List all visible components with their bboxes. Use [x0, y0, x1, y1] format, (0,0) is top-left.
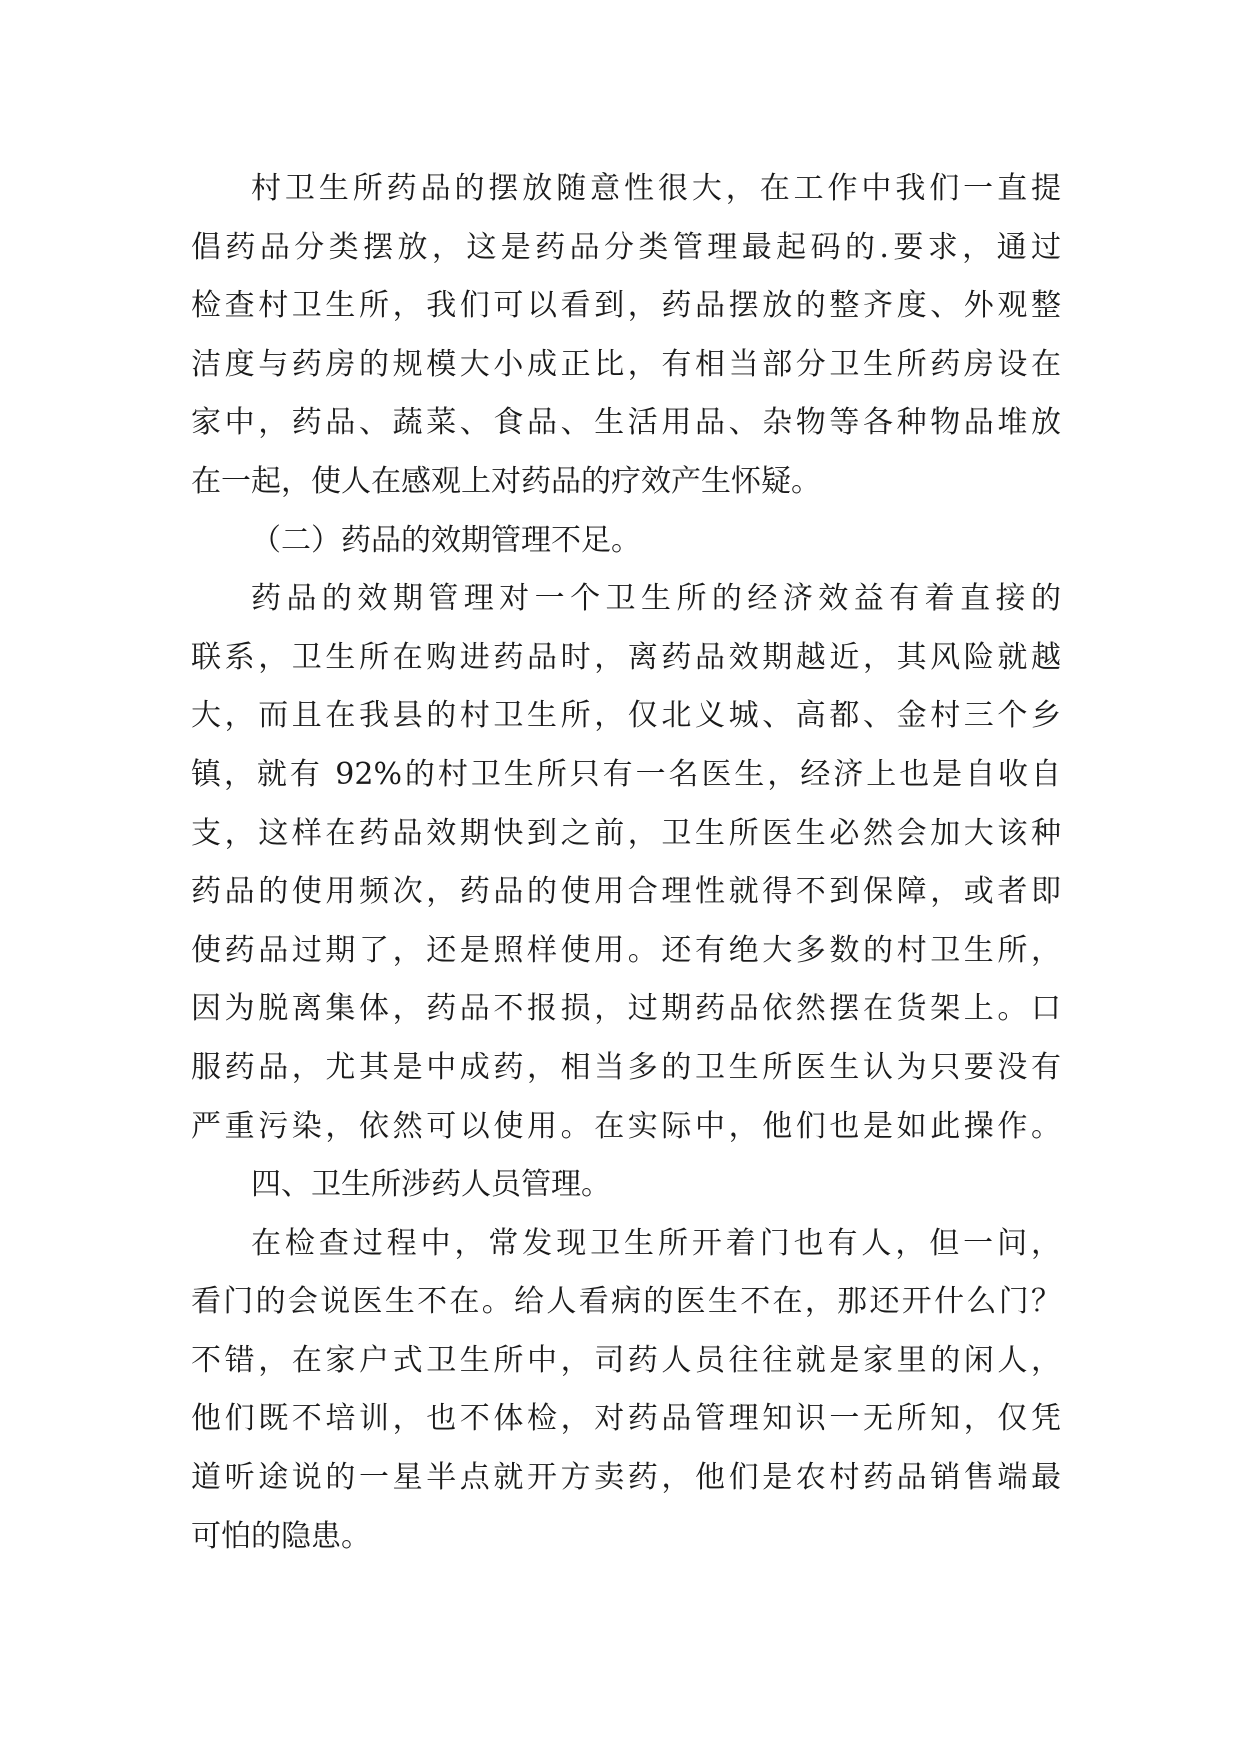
text-line: 看门的会说医生不在。给人看病的医生不在，那还开什么门？	[191, 1284, 1061, 1320]
text-line: 村卫生所药品的摆放随意性很大，在工作中我们一直提	[251, 171, 1061, 206]
text-line: 道听途说的一星半点就开方卖药，他们是农村药品销售端最	[191, 1460, 1061, 1496]
text-line: 支，这样在药品效期快到之前，卫生所医生必然会加大该种	[191, 815, 1061, 851]
text-line: 可怕的隐患。	[191, 1518, 371, 1554]
text-line: 洁度与药房的规模大小成正比，有相当部分卫生所药房设在	[191, 346, 1061, 382]
text-line: 因为脱离集体，药品不报损，过期药品依然摆在货架上。口	[191, 991, 1061, 1027]
text-line: 药品的使用频次，药品的使用合理性就得不到保障，或者即	[191, 874, 1061, 910]
text-line: 家中，药品、蔬菜、食品、生活用品、杂物等各种物品堆放	[191, 405, 1061, 441]
text-line: 不错，在家户式卫生所中，司药人员往往就是家里的闲人，	[191, 1342, 1061, 1378]
text-line: 使药品过期了，还是照样使用。还有绝大多数的村卫生所，	[191, 932, 1061, 968]
text-line: 在检查过程中，常发现卫生所开着门也有人，但一问，	[251, 1225, 1061, 1261]
document-body	[191, 160, 1061, 1566]
text-line: 镇，就有 92%的村卫生所只有一名医生，经济上也是自收自	[191, 756, 1061, 792]
text-line: 倡药品分类摆放，这是药品分类管理最起码的.要求，通过	[191, 229, 1061, 265]
text-line: 他们既不培训，也不体检，对药品管理知识一无所知，仅凭	[191, 1401, 1061, 1437]
text-line: 服药品，尤其是中成药，相当多的卫生所医生认为只要没有	[191, 1049, 1061, 1085]
text-line: 药品的效期管理对一个卫生所的经济效益有着直接的	[251, 581, 1061, 617]
text-line: 联系，卫生所在购进药品时，离药品效期越近，其风险就越	[191, 639, 1061, 675]
text-line: 大，而且在我县的村卫生所，仅北义城、高都、金村三个乡	[191, 698, 1061, 734]
text-line: 四、卫生所涉药人员管理。	[251, 1167, 611, 1203]
text-line: 检查村卫生所，我们可以看到，药品摆放的整齐度、外观整	[191, 288, 1061, 324]
text-line: 严重污染，依然可以使用。在实际中，他们也是如此操作。	[191, 1108, 1061, 1144]
text-line: （二）药品的效期管理不足。	[251, 522, 641, 558]
text-line: 在一起，使人在感观上对药品的疗效产生怀疑。	[191, 463, 821, 499]
